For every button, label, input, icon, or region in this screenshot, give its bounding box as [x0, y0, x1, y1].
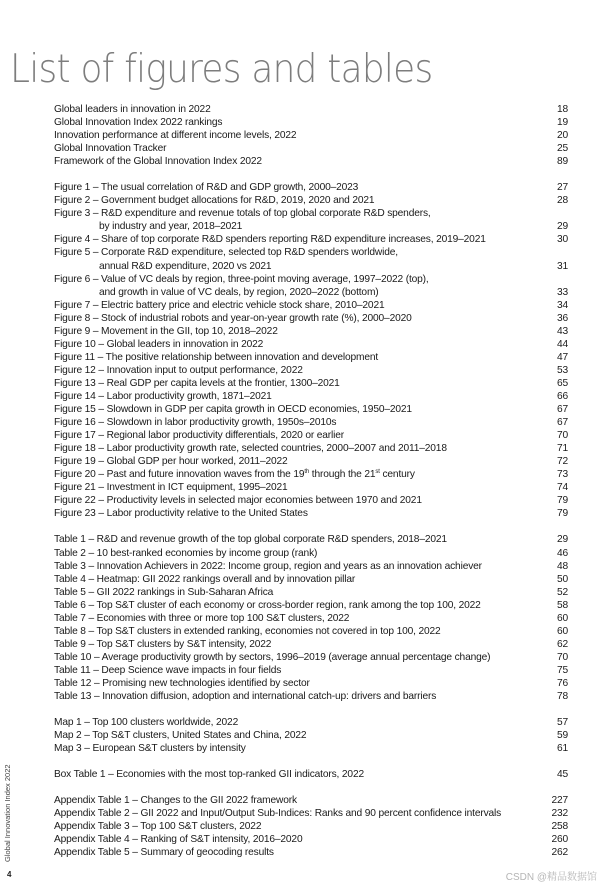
label-text: Figure 8 – Stock of industrial robots and year-on-year growth rate (%), 2000–2020 — [54, 312, 412, 324]
toc-entry-label[interactable] — [54, 468, 415, 481]
toc-entry-label[interactable] — [54, 664, 281, 677]
label-text: Appendix Table 3 – Top 100 S&T clusters, 2022 — [54, 821, 262, 833]
page-title: List of figures and tables — [10, 47, 433, 93]
label-text: Figure 22 – Productivity levels in selected major economies between 1970 and 2021 — [54, 495, 422, 507]
toc-entry[interactable] — [54, 833, 568, 846]
toc-entry-label[interactable] — [54, 455, 288, 468]
toc-entry[interactable] — [54, 129, 568, 142]
label-text: Table 4 – Heatmap: GII 2022 rankings overall and by innovation pillar — [54, 573, 356, 585]
toc-entry-page-number[interactable]: 57 — [556, 717, 568, 729]
toc-entry-label[interactable] — [54, 299, 384, 312]
label-text: Table 5 – GII 2022 rankings in Sub-Saharan Africa — [54, 586, 274, 598]
toc-entry[interactable] — [54, 690, 568, 703]
label-text: Figure 5 – Corporate R&D expenditure, selected top R&D spenders worldwide, — [54, 247, 398, 259]
toc-entry-page-number[interactable]: 34 — [556, 299, 568, 311]
toc-entry-page-number[interactable]: 60 — [556, 625, 568, 637]
toc-entry[interactable] — [54, 377, 568, 390]
toc-group-box-tables — [54, 768, 568, 781]
toc-entry-page-number[interactable]: 43 — [556, 325, 568, 337]
label-text: Figure 18 – Labor productivity growth rate, selected countries, 2000–2007 and 2011–2018 — [54, 443, 447, 455]
toc-entry[interactable] — [54, 207, 568, 233]
toc-entry-page-number[interactable]: 258 — [551, 821, 568, 833]
label-text: Table 7 – Economies with three or more top 100 S&T clusters, 2022 — [54, 612, 350, 624]
label-text: Figure 21 – Investment in ICT equipment, 1995–2021 — [54, 482, 288, 494]
toc-entry-page-number[interactable]: 25 — [556, 143, 568, 155]
toc-entry-page-number[interactable]: 59 — [556, 730, 568, 742]
toc-group-maps — [54, 716, 568, 755]
label-text: Global Innovation Tracker — [54, 143, 167, 155]
label-text: Figure 13 – Real GDP per capita levels at the frontier, 1300–2021 — [54, 377, 340, 389]
label-text: Appendix Table 4 – Ranking of S&T intensity, 2016–2020 — [54, 834, 303, 846]
toc-entry-page-number[interactable]: 260 — [551, 834, 568, 846]
toc-entry-label[interactable] — [54, 573, 355, 586]
toc-entry-label[interactable] — [54, 116, 222, 129]
label-text: Table 9 – Top S&T clusters by S&T intensity, 2022 — [54, 638, 272, 650]
toc-entry[interactable] — [54, 612, 568, 625]
label-continuation: and growth in value of VC deals, by region, 2020–2022 (bottom) — [99, 286, 379, 298]
toc-entry-page-number[interactable]: 78 — [556, 691, 568, 703]
toc-entry-label[interactable] — [54, 494, 422, 507]
toc-entry[interactable] — [54, 351, 568, 364]
toc-entry[interactable] — [54, 103, 568, 116]
toc-entry-page-number[interactable]: 72 — [556, 456, 568, 468]
toc-entry-page-number[interactable]: 20 — [556, 130, 568, 142]
label-text: Map 1 – Top 100 clusters worldwide, 2022 — [54, 717, 239, 729]
toc-entry-label[interactable] — [54, 507, 308, 520]
label-part: through the 21 — [309, 469, 376, 481]
toc-entry-label[interactable] — [54, 403, 412, 416]
toc-entry[interactable] — [54, 547, 568, 560]
toc-entry-label[interactable] — [54, 416, 336, 429]
toc-entry-label[interactable] — [54, 625, 441, 638]
toc-entry[interactable] — [54, 794, 568, 807]
toc-entry[interactable] — [54, 273, 568, 299]
toc-entry-label[interactable] — [54, 194, 374, 207]
toc-entry-label[interactable] — [54, 651, 490, 664]
toc-entry-page-number[interactable]: 62 — [556, 638, 568, 650]
toc-entry-label[interactable] — [54, 846, 274, 859]
label-text: Table 3 – Innovation Achievers in 2022: Income group, region and years as an innovation achiever — [54, 560, 482, 572]
toc-entry[interactable] — [54, 155, 568, 168]
toc-entry-page-number[interactable]: 67 — [556, 417, 568, 429]
label-text: Appendix Table 2 – GII 2022 and Input/Output Sub-Indices: Ranks and 90 percent confidence intervals — [54, 808, 502, 820]
toc-entry[interactable] — [54, 716, 568, 729]
label-text: Table 13 – Innovation diffusion, adoption and international catch-up: drivers and barriers — [54, 691, 437, 703]
toc-entry-page-number[interactable]: 76 — [556, 677, 568, 689]
toc-entry[interactable] — [54, 403, 568, 416]
toc-entry[interactable] — [54, 807, 568, 820]
toc-entry[interactable] — [54, 729, 568, 742]
toc-entry-page-number[interactable]: 30 — [556, 234, 568, 246]
toc-entry-page-number[interactable]: 79 — [556, 508, 568, 520]
toc-entry[interactable] — [54, 116, 568, 129]
toc-entry-label[interactable] — [54, 638, 271, 651]
label-text: Table 8 – Top S&T clusters in extended ranking, economies not covered in top 100, 2022 — [54, 625, 441, 637]
toc-entry-page-number[interactable]: 50 — [556, 573, 568, 585]
toc-entry[interactable] — [54, 338, 568, 351]
toc-entry[interactable] — [54, 573, 568, 586]
toc-entry-page-number[interactable]: 70 — [556, 651, 568, 663]
toc-entry-page-number[interactable]: 79 — [556, 495, 568, 507]
label-text: Figure 16 – Slowdown in labor productivity growth, 1950s–2010s — [54, 417, 337, 429]
toc-entry[interactable] — [54, 768, 568, 781]
toc-entry-page-number[interactable]: 65 — [556, 377, 568, 389]
toc-entry[interactable] — [54, 820, 568, 833]
toc-entry-page-number[interactable]: 73 — [556, 469, 568, 481]
toc-entry-page-number[interactable]: 18 — [556, 104, 568, 115]
toc-entry-label[interactable] — [54, 560, 482, 573]
toc-entry-page-number[interactable]: 75 — [556, 664, 568, 676]
toc-entry-page-number[interactable]: 232 — [551, 808, 568, 820]
toc-entry[interactable] — [54, 455, 568, 468]
toc-group-figures — [54, 181, 568, 520]
label-text: Figure 17 – Regional labor productivity differentials, 2020 or earlier — [54, 430, 345, 442]
toc-entry-page-number[interactable]: 47 — [556, 351, 568, 363]
toc-entry-page-number[interactable]: 53 — [556, 364, 568, 376]
toc-entry-label[interactable] — [54, 807, 501, 820]
toc-entry[interactable] — [54, 507, 568, 520]
label-text: Global leaders in innovation in 2022 — [54, 104, 211, 115]
toc-entry[interactable] — [54, 742, 568, 755]
toc-entry-label[interactable] — [54, 716, 238, 729]
toc-group-front-matter — [54, 103, 568, 168]
toc-entry-label[interactable] — [54, 103, 211, 116]
toc-entry[interactable] — [54, 664, 568, 677]
toc-entry-label[interactable] — [54, 429, 344, 442]
toc-entry-label[interactable] — [54, 364, 303, 377]
label-text: Table 11 – Deep Science wave impacts in four fields — [54, 664, 282, 676]
toc-entry-page-number[interactable]: 71 — [556, 443, 568, 455]
toc-entry[interactable] — [54, 246, 568, 272]
toc-entry-label[interactable] — [54, 273, 429, 299]
toc-entry[interactable] — [54, 625, 568, 638]
label-text: Figure 23 – Labor productivity relative to the United States — [54, 508, 308, 520]
label-text: Figure 12 – Innovation input to output performance, 2022 — [54, 364, 303, 376]
toc-entry-label[interactable] — [54, 481, 288, 494]
toc-entry-label[interactable] — [54, 377, 340, 390]
label-text: Table 12 – Promising new technologies identified by sector — [54, 677, 310, 689]
toc-entry-label[interactable] — [54, 820, 261, 833]
label-text: Appendix Table 5 – Summary of geocoding results — [54, 847, 274, 859]
label-text: Figure 4 – Share of top corporate R&D spenders reporting R&D expenditure increases, 2019–2021 — [54, 234, 486, 246]
toc-entry-page-number[interactable]: 27 — [556, 182, 568, 194]
toc-entry-label[interactable] — [54, 233, 486, 246]
toc-entry-label[interactable] — [54, 142, 166, 155]
toc-entry[interactable] — [54, 638, 568, 651]
toc-entry-label[interactable] — [54, 351, 378, 364]
toc-entry-page-number[interactable]: 227 — [551, 795, 568, 807]
toc-entry[interactable] — [54, 560, 568, 573]
toc-entry-label[interactable] — [54, 390, 272, 403]
label-text: Table 1 – R&D and revenue growth of the top global corporate R&D spenders, 2018–2021 — [54, 534, 447, 546]
toc-entry-label[interactable] — [54, 768, 364, 781]
toc-entry-page-number[interactable]: 28 — [556, 195, 568, 207]
toc-entry[interactable] — [54, 312, 568, 325]
toc-entry[interactable] — [54, 233, 568, 246]
toc-entry-label[interactable] — [54, 599, 481, 612]
toc-entry-page-number[interactable]: 31 — [556, 260, 568, 272]
toc-entry-page-number[interactable]: 33 — [556, 286, 568, 298]
toc-entry[interactable] — [54, 533, 568, 546]
label-text: Figure 14 – Labor productivity growth, 1871–2021 — [54, 390, 272, 402]
toc-entry-label[interactable] — [54, 207, 431, 233]
running-head: Global Innovation Index 2022 — [3, 764, 12, 862]
label-text: Table 10 – Average productivity growth by sectors, 1996–2019 (average annual percentage change) — [54, 651, 491, 663]
label-text: Table 2 – 10 best-ranked economies by income group (rank) — [54, 547, 318, 559]
toc-entry-page-number[interactable]: 46 — [556, 547, 568, 559]
label-text: Framework of the Global Innovation Index 2022 — [54, 156, 262, 168]
toc-entry[interactable] — [54, 494, 568, 507]
toc-entry-page-number[interactable]: 66 — [556, 390, 568, 402]
toc-entry-label[interactable] — [54, 325, 278, 338]
toc-entry-page-number[interactable]: 60 — [556, 612, 568, 624]
toc-entry-label[interactable] — [54, 181, 358, 194]
toc-entry[interactable] — [54, 651, 568, 664]
page-number: 4 — [7, 870, 12, 879]
toc-entry-label[interactable] — [54, 677, 310, 690]
label-text: Innovation performance at different income levels, 2022 — [54, 130, 297, 142]
toc-entry-label[interactable] — [54, 690, 436, 703]
toc-entry-label[interactable] — [54, 442, 447, 455]
toc-entry-page-number[interactable]: 36 — [556, 312, 568, 324]
toc-entry[interactable] — [54, 416, 568, 429]
label-text: Table 6 – Top S&T cluster of each economy or cross-border region, rank among the top 100, 2022 — [54, 599, 481, 611]
label-text: Map 2 – Top S&T clusters, United States and China, 2022 — [54, 730, 307, 742]
label-text: Figure 6 – Value of VC deals by region, three-point moving average, 1997–2022 (top), — [54, 273, 429, 285]
label-continuation: by industry and year, 2018–2021 — [99, 221, 243, 233]
label-text: Figure 9 – Movement in the GII, top 10, 2018–2022 — [54, 325, 278, 337]
toc-entry-label[interactable] — [54, 155, 262, 168]
toc-entry-page-number[interactable]: 58 — [556, 599, 568, 611]
label-text: Global Innovation Index 2022 rankings — [54, 117, 223, 129]
label-text: Figure 7 – Electric battery price and electric vehicle stock share, 2010–2021 — [54, 299, 385, 311]
toc-entry[interactable] — [54, 599, 568, 612]
toc-entry[interactable] — [54, 325, 568, 338]
toc-entry-page-number[interactable]: 45 — [556, 769, 568, 781]
label-text: Figure 10 – Global leaders in innovation in 2022 — [54, 338, 264, 350]
label-text: Map 3 – European S&T clusters by intensity — [54, 743, 246, 755]
toc-entry-label[interactable] — [54, 729, 306, 742]
toc-entry[interactable] — [54, 586, 568, 599]
toc-entry-label[interactable] — [54, 794, 297, 807]
toc-entry-label[interactable] — [54, 742, 246, 755]
toc-entry[interactable] — [54, 390, 568, 403]
label-text: Figure 19 – Global GDP per hour worked, 2011–2022 — [54, 456, 288, 468]
toc-entry[interactable] — [54, 429, 568, 442]
toc-entry-page-number[interactable]: 48 — [556, 560, 568, 572]
toc-entry-page-number[interactable]: 70 — [556, 430, 568, 442]
toc-entry[interactable] — [54, 442, 568, 455]
toc-entry[interactable] — [54, 846, 568, 859]
toc-entry[interactable] — [54, 481, 568, 494]
label-part: century — [379, 469, 415, 481]
table-of-contents — [54, 103, 568, 872]
label-text: Figure 11 – The positive relationship between innovation and development — [54, 351, 379, 363]
label-text: Figure 3 – R&D expenditure and revenue totals of top global corporate R&D spenders, — [54, 208, 431, 220]
label-text: Figure 15 – Slowdown in GDP per capita growth in OECD economies, 1950–2021 — [54, 404, 412, 416]
toc-entry-page-number[interactable]: 67 — [556, 404, 568, 416]
toc-entry-label[interactable] — [54, 833, 302, 846]
toc-entry-label[interactable] — [54, 533, 447, 546]
toc-entry-label[interactable] — [54, 586, 273, 599]
toc-entry[interactable] — [54, 142, 568, 155]
label-text: Figure 2 – Government budget allocations for R&D, 2019, 2020 and 2021 — [54, 195, 375, 207]
toc-entry-page-number[interactable]: 29 — [556, 221, 568, 233]
watermark: CSDN @精品数据馆 — [505, 872, 597, 883]
label-text: Appendix Table 1 – Changes to the GII 2022 framework — [54, 795, 297, 807]
toc-entry[interactable] — [54, 677, 568, 690]
toc-entry-page-number[interactable]: 61 — [556, 743, 568, 755]
toc-entry-page-number[interactable]: 52 — [556, 586, 568, 598]
toc-entry[interactable] — [54, 181, 568, 194]
toc-group-appendix-tables — [54, 794, 568, 859]
toc-entry-label[interactable] — [54, 547, 317, 560]
toc-group-tables — [54, 533, 568, 703]
superscript: st — [375, 469, 380, 476]
toc-entry-label[interactable] — [54, 612, 349, 625]
toc-entry[interactable] — [54, 468, 568, 481]
toc-entry-label[interactable] — [54, 246, 398, 272]
toc-entry[interactable] — [54, 194, 568, 207]
toc-entry-page-number[interactable]: 19 — [556, 117, 568, 129]
toc-entry-label[interactable] — [54, 338, 263, 351]
toc-entry-page-number[interactable]: 89 — [556, 156, 568, 168]
label-part: Figure 20 – Past and future innovation waves from the 19 — [54, 469, 305, 481]
toc-entry-label[interactable] — [54, 312, 412, 325]
toc-entry-label[interactable] — [54, 129, 296, 142]
label-text: Box Table 1 – Economies with the most top-ranked GII indicators, 2022 — [54, 769, 364, 781]
superscript: th — [304, 469, 310, 476]
toc-entry-page-number[interactable]: 44 — [556, 338, 568, 350]
toc-entry[interactable] — [54, 299, 568, 312]
label-text: Figure 1 – The usual correlation of R&D and GDP growth, 2000–2023 — [54, 182, 359, 194]
label-continuation: annual R&D expenditure, 2020 vs 2021 — [99, 260, 272, 272]
toc-entry-page-number[interactable]: 29 — [556, 534, 568, 546]
toc-entry[interactable] — [54, 364, 568, 377]
toc-entry-page-number[interactable]: 74 — [556, 482, 568, 494]
toc-entry-page-number[interactable]: 262 — [551, 847, 568, 859]
